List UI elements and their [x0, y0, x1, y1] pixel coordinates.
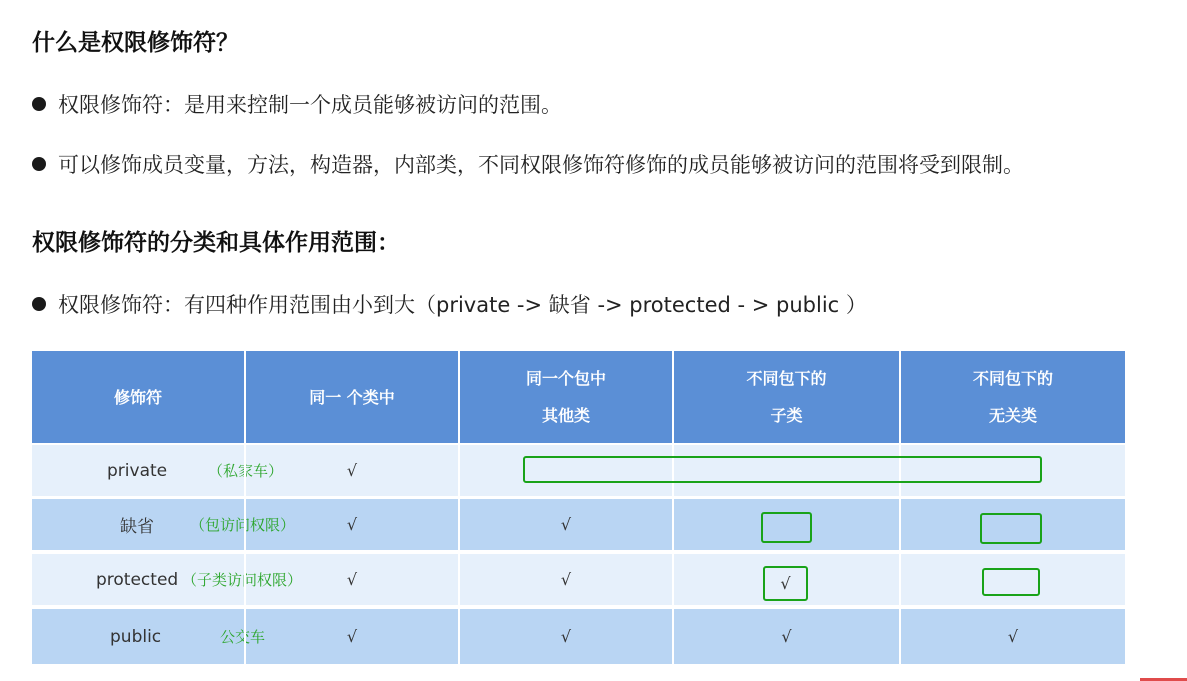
table-row-protected: [32, 552, 1125, 605]
bullet-dot-icon: [32, 157, 46, 171]
heading-classification: 权限修饰符的分类和具体作用范围：: [32, 230, 400, 256]
check-mark: √: [346, 515, 358, 534]
bullet-text: 权限修饰符：有四种作用范围由小到大（private -> 缺省 -> protected - > public ）: [58, 293, 867, 317]
bullet-dot-icon: [32, 297, 46, 311]
cell-same-package: [458, 609, 672, 664]
header-same-class: [244, 351, 458, 443]
modifier-cell: [32, 554, 303, 605]
access-modifier-table: [32, 351, 1125, 664]
cell-same-class: [244, 445, 458, 496]
heading-what-is-access-modifier: 什么是权限修饰符？: [32, 30, 239, 56]
check-mark: √: [1007, 627, 1019, 646]
bullet-item: [32, 289, 867, 319]
header-line: 子类: [770, 406, 803, 425]
modifier-name: private: [107, 460, 168, 481]
bullet-item: [32, 149, 1024, 179]
bullet-text: 可以修饰成员变量，方法，构造器，内部类，不同权限修饰符修饰的成员能够被访问的范围将受到限制。: [58, 153, 1024, 177]
modifier-name: protected: [96, 569, 179, 590]
bullet-dot-icon: [32, 97, 46, 111]
header-line: 修饰符: [113, 387, 162, 407]
header-line: 同一 个类中: [309, 387, 395, 407]
modifier-cell: [32, 445, 284, 496]
modifier-cell: [32, 499, 296, 550]
cell-same-package: [458, 499, 672, 550]
check-mark: √: [560, 570, 572, 589]
annotation-box-private-denied: [523, 456, 1042, 483]
table-row-default: [32, 497, 1125, 550]
annotation-box-default-other: [980, 513, 1042, 544]
header-line: 不同包下的: [972, 369, 1053, 388]
table-row-public: [32, 607, 1125, 664]
annotation-box-protected-subclass: [763, 566, 808, 601]
modifier-note: （包访问权限）: [190, 516, 296, 534]
modifier-note: （子类访问权限）: [182, 571, 303, 589]
header-unrelated-class: [899, 351, 1125, 443]
cell-same-class: [244, 499, 458, 550]
check-mark: √: [780, 574, 791, 593]
table-header-row: [32, 351, 1125, 443]
annotation-box-default-subclass: [761, 512, 812, 543]
cell-subclass: [672, 609, 899, 664]
header-line: 其他类: [541, 406, 590, 425]
cell-same-class: [244, 554, 458, 605]
bullet-text: 权限修饰符：是用来控制一个成员能够被访问的范围。: [58, 93, 562, 117]
header-modifier: [32, 351, 244, 443]
cell-same-package: [458, 554, 672, 605]
modifier-name: public: [110, 626, 162, 647]
header-subclass: [672, 351, 899, 443]
check-mark: √: [346, 627, 358, 646]
header-line: 同一个包中: [525, 369, 606, 388]
header-same-package: [458, 351, 672, 443]
modifier-note: 公交车: [220, 628, 266, 646]
modifier-note: （私家车）: [208, 462, 284, 480]
modifier-cell: [32, 609, 266, 664]
cell-unrelated-class: [899, 609, 1125, 664]
bullet-item: [32, 89, 562, 119]
annotation-box-protected-other: [982, 568, 1040, 596]
header-line: 不同包下的: [746, 369, 827, 388]
check-mark: √: [560, 627, 572, 646]
check-mark: √: [346, 570, 358, 589]
check-mark: √: [560, 515, 572, 534]
header-line: 无关类: [988, 406, 1037, 425]
check-mark: √: [346, 461, 358, 480]
cell-same-class: [244, 609, 458, 664]
check-mark: √: [781, 627, 792, 646]
modifier-name: 缺省: [120, 517, 154, 537]
